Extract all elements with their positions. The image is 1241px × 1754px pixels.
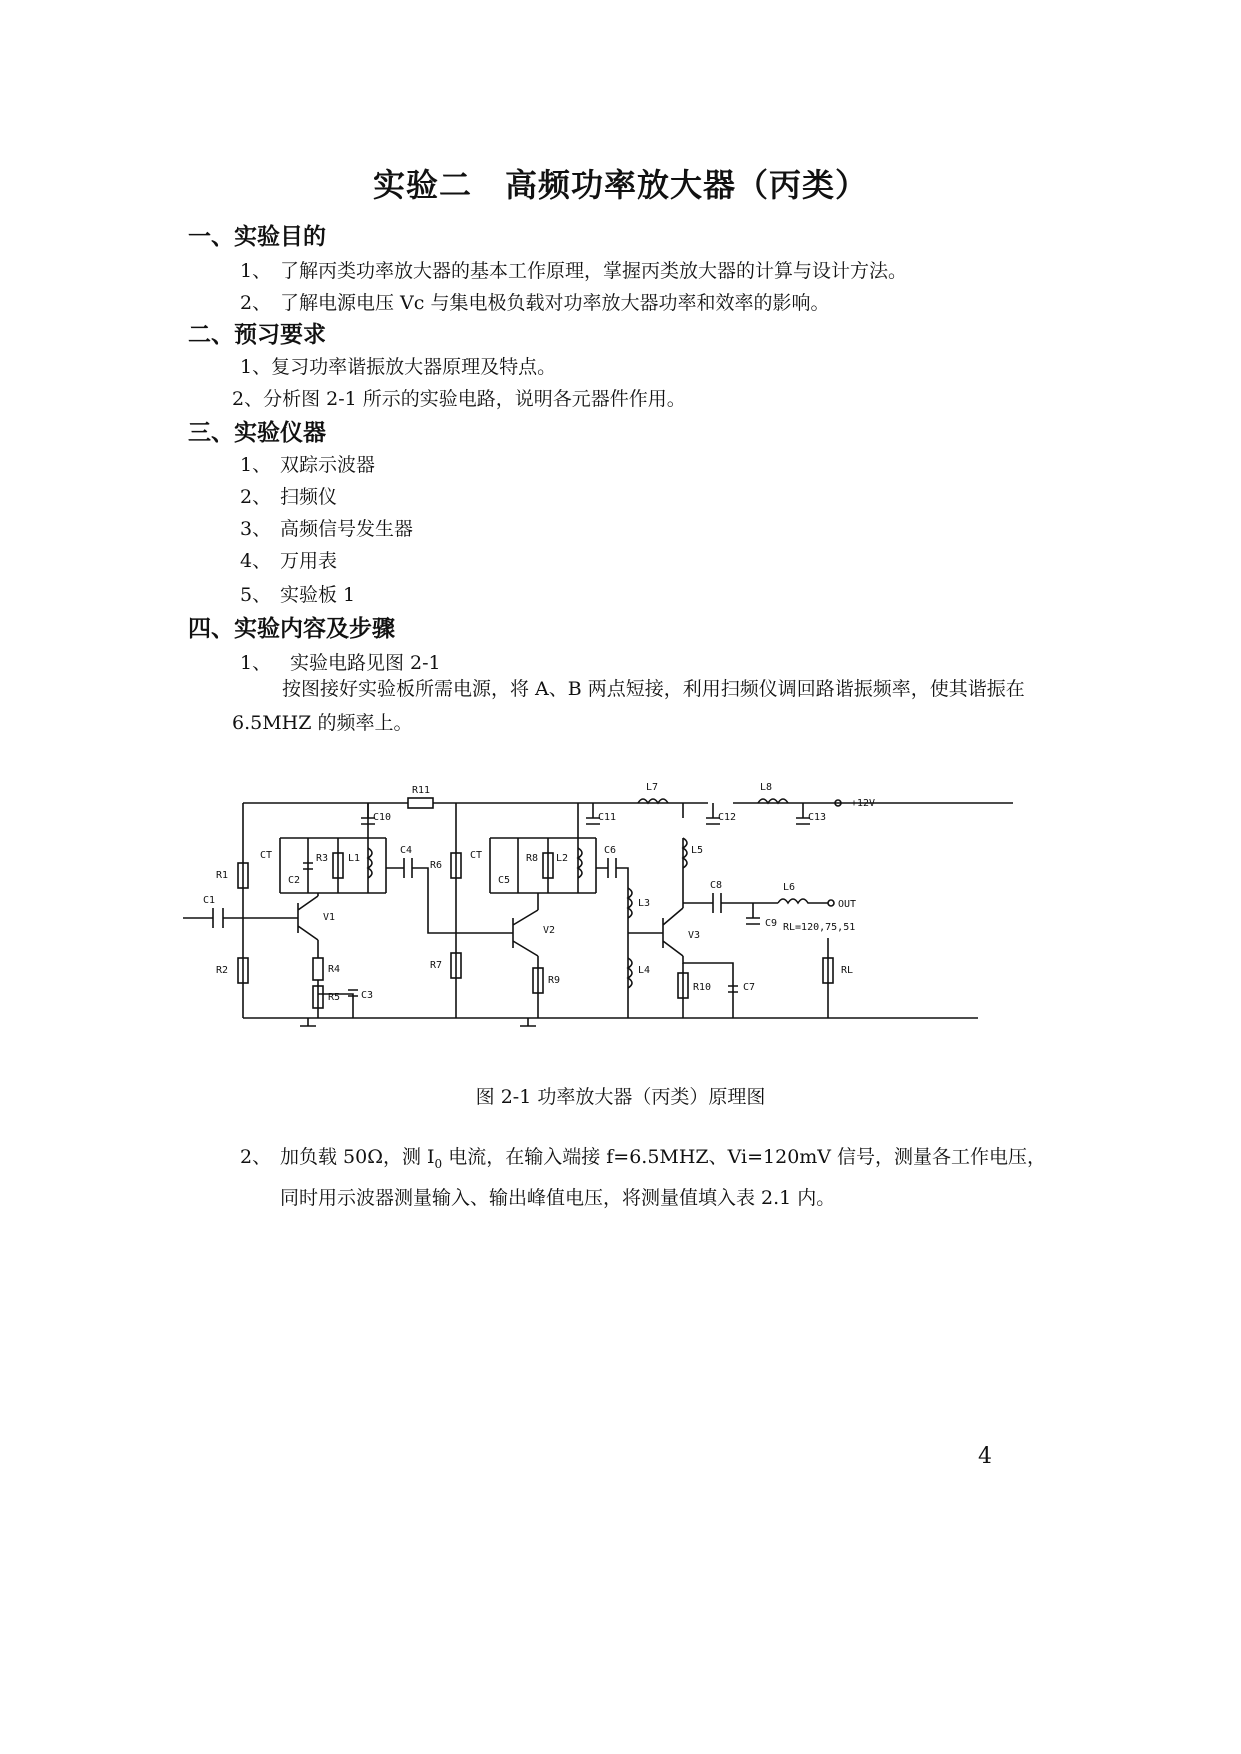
label-C12: C12 — [718, 812, 737, 823]
label-L8: L8 — [760, 782, 773, 793]
label-R7: R7 — [430, 960, 443, 971]
label-C2: C2 — [288, 875, 301, 886]
list-item — [240, 256, 907, 283]
item-text: 双踪示波器 — [280, 454, 376, 476]
label-L4: L4 — [638, 965, 651, 976]
label-C1: C1 — [203, 895, 216, 906]
item-number: 2、 — [240, 1146, 272, 1168]
step-2 — [240, 1140, 1060, 1215]
label-R4: R4 — [328, 964, 341, 975]
section-heading-procedure: 四、实验内容及步骤 — [188, 615, 395, 642]
item-text: 高频信号发生器 — [280, 518, 414, 540]
label-rl-values: RL=120,75,51 — [783, 922, 856, 933]
item-number: 1、 — [240, 652, 272, 674]
item-number: 2、 — [240, 292, 272, 314]
item-number: 3、 — [240, 518, 272, 540]
item-number: 1、 — [240, 454, 272, 476]
item-text: 了解电源电压 Vc 与集电极负载对功率放大器功率和效率的影响。 — [280, 292, 830, 314]
label-out: OUT — [838, 899, 857, 910]
label-C11: C11 — [598, 812, 617, 823]
label-CT1: CT — [260, 850, 273, 861]
step-2-text — [240, 1140, 1060, 1215]
label-C8: C8 — [710, 880, 723, 891]
section-heading-instruments: 三、实验仪器 — [188, 419, 326, 446]
step-2-text-b: 电流，在输入端接 f=6.5MHZ、Vi=120mV 信号，测量各工作电压，同时用示波器测量输入、输出峰值电压，将测量值填入表 2.1 内。 — [280, 1146, 1047, 1209]
list-item — [240, 546, 337, 573]
step-1-paragraph: 按图接好实验板所需电源，将 A、B 两点短接，利用扫频仪调回路谐振频率，使其谐振在 6.5MHZ 的频率上。 — [232, 678, 1025, 734]
label-C5: C5 — [498, 875, 511, 886]
label-R3: R3 — [316, 853, 329, 864]
item-number: 1、 — [240, 260, 272, 282]
item-text: 实验电路见图 2-1 — [290, 652, 441, 674]
label-R5: R5 — [328, 992, 341, 1003]
label-C4: C4 — [400, 845, 413, 856]
label-V1: V1 — [323, 912, 336, 923]
label-C10: C10 — [373, 812, 392, 823]
label-L2: L2 — [556, 853, 569, 864]
list-item: 1、复习功率谐振放大器原理及特点。 — [240, 356, 557, 378]
label-V2: V2 — [543, 925, 556, 936]
label-V3: V3 — [688, 930, 701, 941]
label-C3: C3 — [361, 990, 374, 1001]
figure-caption: 图 2-1 功率放大器（丙类）原理图 — [475, 1086, 766, 1108]
label-R9: R9 — [548, 975, 561, 986]
section-heading-preview: 二、预习要求 — [188, 321, 326, 348]
label-L1: L1 — [348, 853, 361, 864]
label-R11: R11 — [412, 785, 431, 796]
item-text: 万用表 — [280, 550, 338, 572]
list-item — [240, 482, 337, 509]
label-C9: C9 — [765, 918, 778, 929]
step-2-text-a: 加负载 50Ω，测 I — [280, 1146, 435, 1168]
label-L7: L7 — [646, 782, 659, 793]
label-R8: R8 — [526, 853, 539, 864]
list-item — [240, 514, 413, 541]
label-R10: R10 — [693, 982, 712, 993]
circuit-diagram — [168, 758, 1038, 1058]
step-1 — [240, 648, 441, 675]
item-number: 2、 — [240, 486, 272, 508]
section-heading-objective: 一、实验目的 — [188, 223, 326, 250]
label-C13: C13 — [808, 812, 827, 823]
label-RL: RL — [841, 965, 854, 976]
subscript: 0 — [434, 1156, 443, 1171]
page-number: 4 — [978, 1444, 992, 1469]
list-item — [240, 450, 375, 477]
item-number: 5、 — [240, 584, 272, 606]
item-text: 实验板 1 — [280, 584, 356, 606]
item-text: 扫频仪 — [280, 486, 338, 508]
list-item — [240, 288, 829, 315]
label-C6: C6 — [604, 845, 617, 856]
page-title: 实验二 高频功率放大器（丙类） — [372, 166, 868, 204]
item-text: 了解丙类功率放大器的基本工作原理，掌握丙类放大器的计算与设计方法。 — [280, 260, 908, 282]
label-vcc: +12V — [851, 798, 876, 809]
list-item — [240, 580, 355, 607]
label-L6: L6 — [783, 882, 796, 893]
label-C7: C7 — [743, 982, 756, 993]
label-R6: R6 — [430, 860, 443, 871]
label-R2: R2 — [216, 965, 229, 976]
item-number: 4、 — [240, 550, 272, 572]
label-CT2: CT — [470, 850, 483, 861]
label-L3: L3 — [638, 898, 651, 909]
label-R1: R1 — [216, 870, 229, 881]
list-item: 2、分析图 2-1 所示的实验电路，说明各元器件作用。 — [232, 388, 686, 410]
label-L5: L5 — [691, 845, 704, 856]
